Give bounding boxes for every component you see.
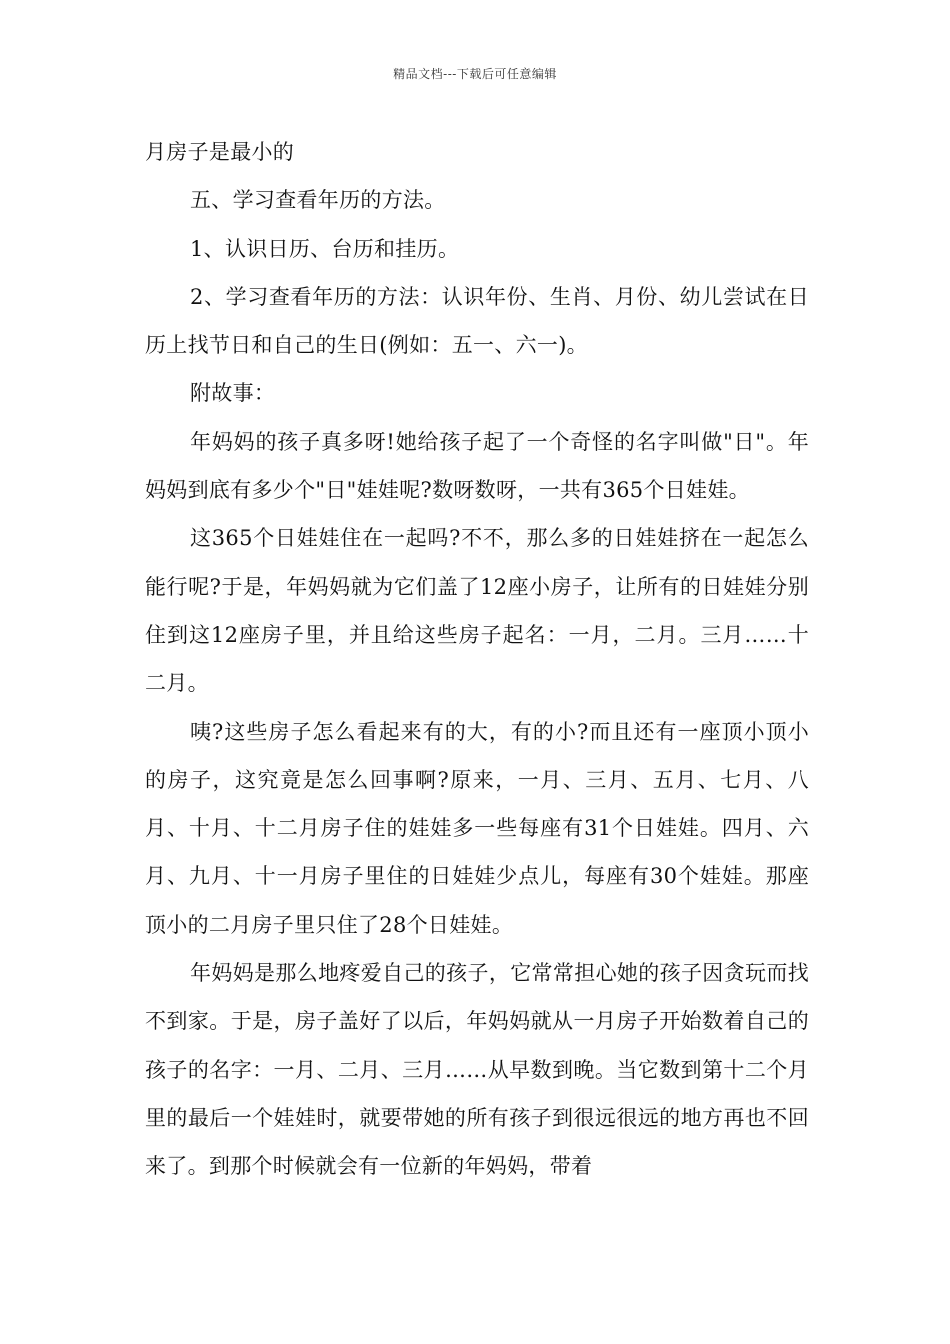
paragraph-2: 五、学习查看年历的方法。 <box>190 188 446 213</box>
paragraph-4: 2、学习查看年历的方法：认识年份、生肖、月份、幼儿尝试在日历上找节日和自己的生日(例如：五一、六一)。 <box>145 284 809 358</box>
paragraph-7: 这365个日娃娃住在一起吗?不不，那么多的日娃娃挤在一起怎么能行呢?于是，年妈妈就为它们盖了12座小房子，让所有的日娃娃分别住到这12座房子里，并且给这些房子起名：一月，二月。三月……十二月。 <box>145 526 809 696</box>
document-body <box>145 128 809 1191</box>
paragraph-5: 附故事： <box>190 381 276 406</box>
paragraph-8: 咦?这些房子怎么看起来有的大，有的小?而且还有一座顶小顶小的房子，这究竟是怎么回事啊?原来，一月、三月、五月、七月、八月、十月、十二月房子住的娃娃多一些每座有31个日娃娃。四月、六月、九月、十一月房子里住的日娃娃少点儿，每座有30个娃娃。那座顶小的二月房子里只住了28个日娃娃。 <box>145 719 809 937</box>
paragraph-1: 月房子是最小的 <box>145 140 295 164</box>
paragraph-3: 1、认识日历、台历和挂历。 <box>190 236 460 261</box>
page-header: 精品文档---下载后可任意编辑 <box>393 67 557 81</box>
paragraph-6: 年妈妈的孩子真多呀!她给孩子起了一个奇怪的名字叫做"日"。年妈妈到底有多少个"日"娃娃呢?数呀数呀，一共有365个日娃娃。 <box>145 429 809 503</box>
paragraph-9: 年妈妈是那么地疼爱自己的孩子，它常常担心她的孩子因贪玩而找不到家。于是，房子盖好了以后，年妈妈就从一月房子开始数着自己的孩子的名字：一月、二月、三月……从早数到晚。当它数到第十二个月里的最后一个娃娃时，就要带她的所有孩子到很远很远的地方再也不回来了。到那个时候就会有一位新的年妈妈，带着 <box>145 961 809 1179</box>
